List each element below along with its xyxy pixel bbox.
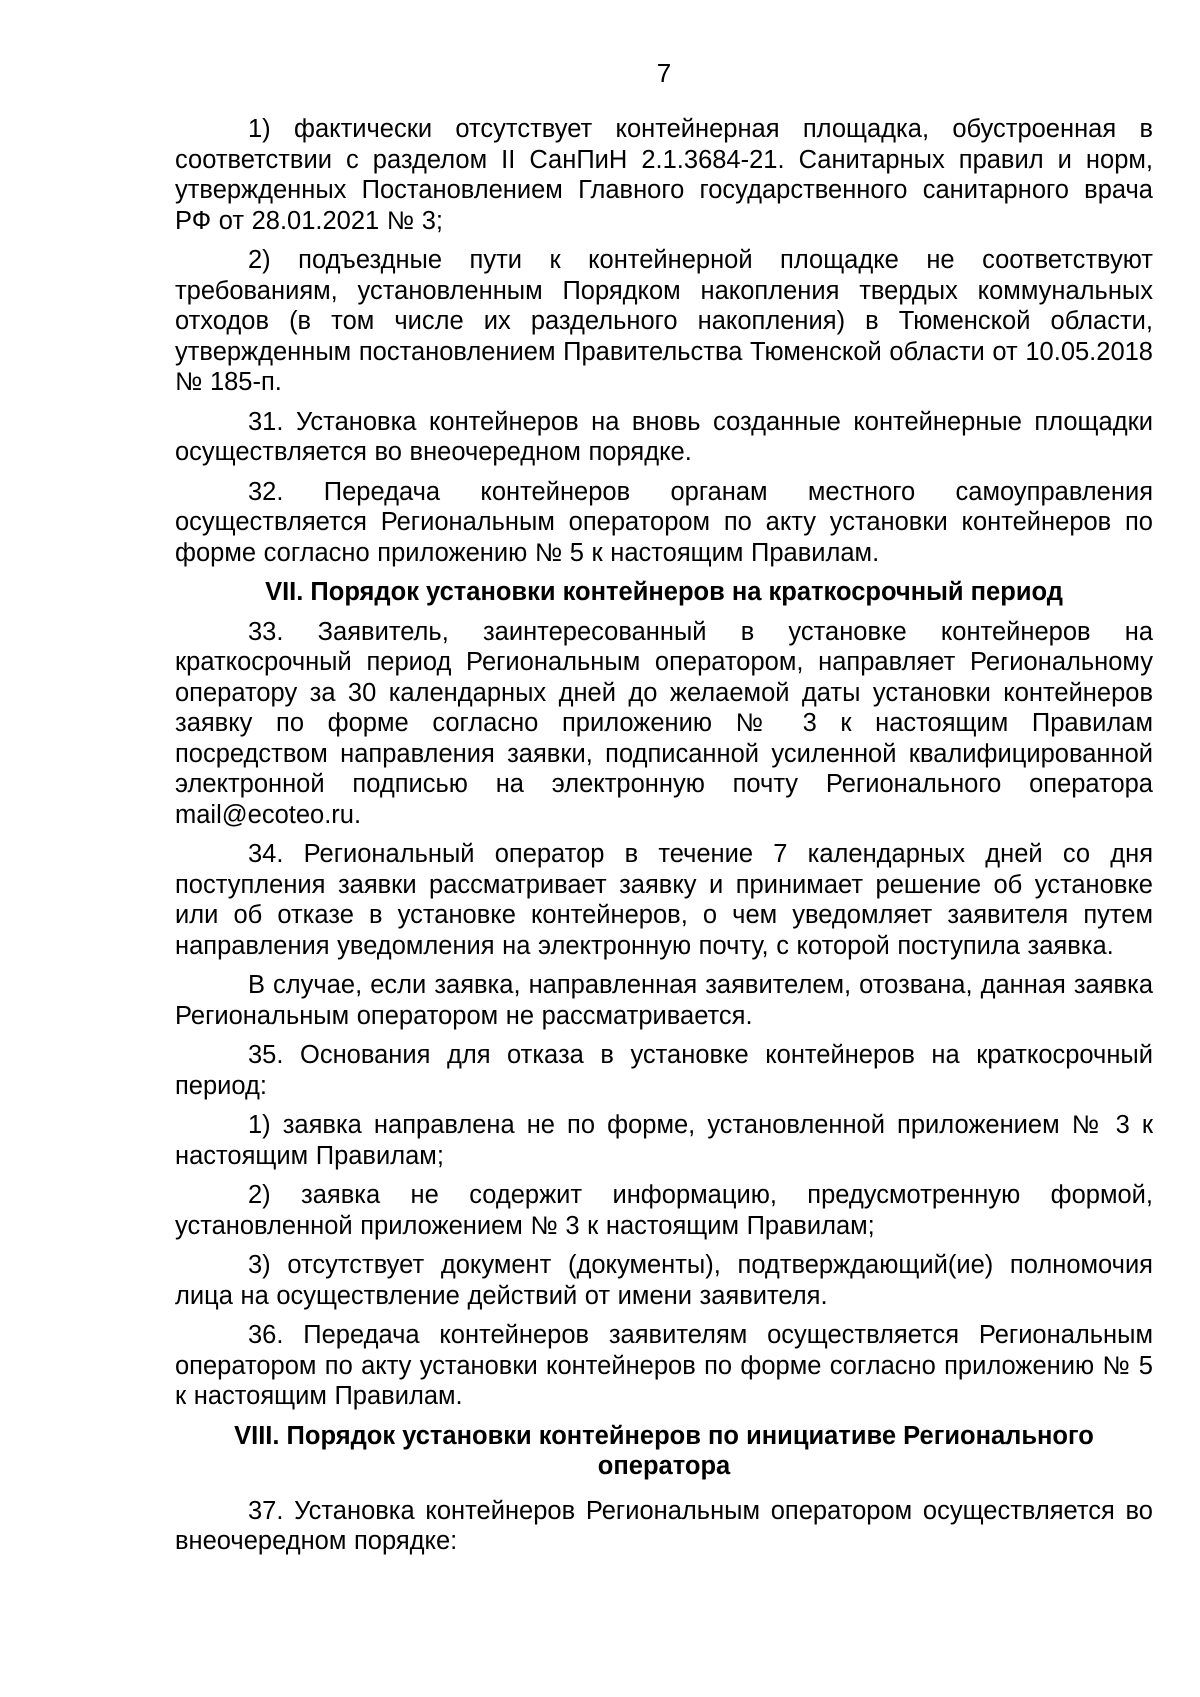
paragraph: 2) заявка не содержит информацию, предусмотренную формой, установленной приложением № 3 к настоящим Правилам; <box>175 1181 1153 1240</box>
paragraph: 3) отсутствует документ (документы), подтверждающий(ие) полномочия лица на осуществление действий от имени заявителя. <box>175 1251 1153 1310</box>
section-heading-viii: VIII. Порядок установки контейнеров по инициативе Регионального оператора <box>234 1421 1094 1480</box>
paragraph: 31. Установка контейнеров на вновь созданные контейнерные площадки осуществляется во внеочередном порядке. <box>175 407 1153 466</box>
paragraph: 36. Передача контейнеров заявителям осуществляется Региональным оператором по акту установки контейнеров по форме согласно приложению № 5 к настоящим Правилам. <box>175 1321 1153 1410</box>
paragraph: 34. Региональный оператор в течение 7 календарных дней со дня поступления заявки рассматривает заявку и принимает решение об установке или об отказе в установке контейнеров, о чем уведомляет заявителя путем направления уведомления на электронную почту, с которой поступила заявка. <box>175 840 1153 960</box>
paragraph: В случае, если заявка, направленная заявителем, отозвана, данная заявка Региональным оператором не рассматривается. <box>175 971 1153 1030</box>
paragraph: 37. Установка контейнеров Региональным оператором осуществляется во внеочередном порядке: <box>175 1496 1153 1555</box>
document-body <box>175 114 1153 1566</box>
paragraph: 32. Передача контейнеров органам местного самоуправления осуществляется Региональным оператором по акту установки контейнеров по форме согласно приложению № 5 к настоящим Правилам. <box>175 477 1153 567</box>
paragraph: 1) фактически отсутствует контейнерная площадка, обустроенная в соответствии с разделом II СанПиН 2.1.3684-21. Санитарных правил и норм, утвержденных Постановлением Главного государственного санитарного врача РФ от 28.01.2021 № 3; <box>175 115 1153 235</box>
page-number: 7 <box>656 58 672 88</box>
paragraph: 2) подъездные пути к контейнерной площадке не соответствуют требованиям, установленным Порядком накопления твердых коммунальных отходов (в том числе их раздельного накопления) в Тюменской области, утвержденным постановлением Правительства Тюменской области от 10.05.2018 № 185-п. <box>175 246 1153 396</box>
paragraph: 33. Заявитель, заинтересованный в установке контейнеров на краткосрочный период Региональным оператором, направляет Региональному оператору за 30 календарных дней до желаемой даты установки контейнеров заявку по форме согласно приложению № 3 к настоящим Правилам посредством направления заявки, подписанной усиленной квалифицированной электронной подписью на электронную почту Регионального оператора mail@ecoteo.ru. <box>175 617 1153 829</box>
section-heading-vii: VII. Порядок установки контейнеров на краткосрочный период <box>265 578 1063 606</box>
paragraph: 1) заявка направлена не по форме, установленной приложением № 3 к настоящим Правилам; <box>175 1111 1153 1170</box>
paragraph: 35. Основания для отказа в установке контейнеров на краткосрочный период: <box>175 1041 1153 1100</box>
